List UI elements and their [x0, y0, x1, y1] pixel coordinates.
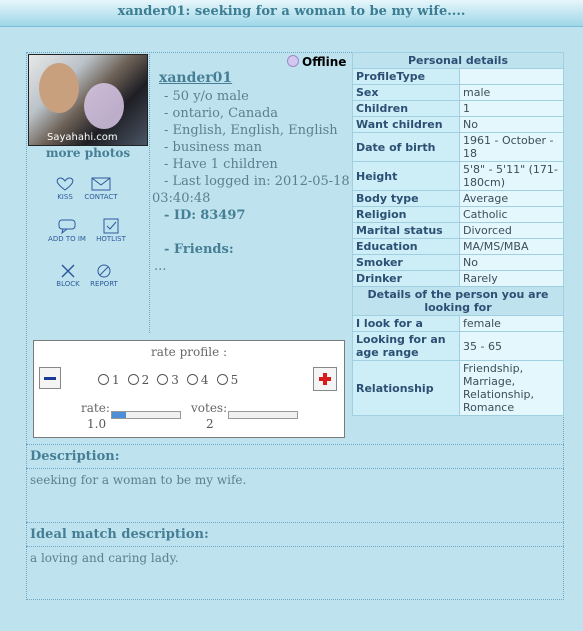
radio-icon[interactable] [98, 374, 109, 385]
table-row [353, 332, 564, 361]
details-header [353, 53, 564, 69]
more-photos-link[interactable]: more photos [45, 146, 131, 160]
ideal-match-text: a loving and caring lady. [30, 551, 179, 565]
radio-icon[interactable] [217, 374, 228, 385]
detail-key: Education [353, 239, 460, 255]
detail-key: Children [353, 101, 460, 117]
table-row [353, 239, 564, 255]
rate-option-label: 2 [141, 373, 150, 387]
id-value: 83497 [200, 208, 246, 223]
details-header [353, 287, 564, 316]
detail-key: Want children [353, 117, 460, 133]
radio-icon[interactable] [157, 374, 168, 385]
rate-label: rate: [81, 401, 110, 415]
contact-button[interactable] [71, 176, 131, 201]
table-row [353, 69, 564, 85]
friends-more[interactable]: ... [154, 259, 167, 274]
photo-watermark: Sayahahi.com [47, 132, 118, 143]
hotlist-label: HOTLIST [96, 235, 126, 243]
detail-value: Average [460, 191, 564, 207]
plus-icon-part [323, 373, 327, 385]
radio-icon[interactable] [187, 374, 198, 385]
rate-bar [111, 411, 181, 419]
report-label: REPORT [90, 280, 118, 288]
table-row [353, 162, 564, 191]
detail-key: ProfileType [353, 69, 460, 85]
detail-key: Looking for an age range [353, 332, 460, 361]
username-link[interactable]: xander01 [159, 70, 233, 86]
rate-option-2[interactable] [128, 373, 150, 387]
last-logged [152, 173, 352, 207]
detail-value: male [460, 85, 564, 101]
photo-face [84, 83, 124, 129]
rate-plus-button[interactable] [313, 367, 337, 391]
report-icon [93, 263, 115, 279]
ideal-match-title: Ideal match description: [26, 523, 564, 547]
table-row [353, 316, 564, 332]
detail-key: Sex [353, 85, 460, 101]
detail-value: 5'8" - 5'11" (171-180cm) [460, 162, 564, 191]
table-row [353, 207, 564, 223]
contact-label: CONTACT [84, 193, 118, 201]
photo-face [39, 63, 79, 113]
detail-key: Date of birth [353, 133, 460, 162]
rate-option-label: 4 [200, 373, 209, 387]
detail-value: female [460, 316, 564, 332]
detail-key: Height [353, 162, 460, 191]
age-gender: - 50 y/o male [164, 89, 249, 104]
detail-value: Rarely [460, 271, 564, 287]
detail-value: 1961 - October - 18 [460, 133, 564, 162]
add-to-im-label: ADD TO IM [48, 235, 86, 243]
detail-value: No [460, 255, 564, 271]
detail-value: MA/MS/MBA [460, 239, 564, 255]
votes-label: votes: [191, 401, 228, 415]
children-count: - Have 1 children [164, 157, 278, 172]
ideal-match-section [26, 522, 564, 600]
rate-profile-title: rate profile : [150, 345, 228, 359]
last-logged-date: - Last logged in: 2012-05-18 [164, 174, 350, 189]
minus-icon [44, 377, 56, 380]
rate-value: 1.0 [87, 417, 107, 431]
details-column [352, 52, 564, 416]
detail-key: Body type [353, 191, 460, 207]
last-logged-time: 03:40:48 [152, 191, 211, 206]
online-status [287, 55, 346, 69]
rate-options [98, 373, 246, 387]
table-row [353, 191, 564, 207]
profile-photo[interactable] [28, 54, 148, 146]
occupation: - business man [164, 140, 263, 155]
chat-icon [56, 218, 78, 234]
friends-label: - Friends: [164, 242, 234, 257]
votes-value: 2 [206, 417, 214, 431]
kiss-label: KISS [57, 193, 73, 201]
detail-value: Friendship, Marriage, Relationship, Romance [460, 361, 564, 416]
rate-minus-button[interactable] [39, 367, 61, 389]
friends [152, 241, 352, 258]
table-row [353, 117, 564, 133]
details-table [352, 52, 564, 416]
detail-value: No [460, 117, 564, 133]
table-row [353, 271, 564, 287]
detail-key: Drinker [353, 271, 460, 287]
details-header-text: Personal details [353, 53, 564, 69]
header-bar [0, 0, 583, 27]
id-label: - ID: [164, 208, 197, 223]
block-label: BLOCK [56, 280, 80, 288]
table-row [353, 133, 564, 162]
hotlist-button[interactable] [81, 218, 141, 243]
detail-value: 1 [460, 101, 564, 117]
table-row [353, 101, 564, 117]
detail-key: Smoker [353, 255, 460, 271]
status-dot-icon [287, 55, 299, 67]
languages: - English, English, English [164, 123, 338, 138]
detail-value [460, 69, 564, 85]
detail-key: Marital status [353, 223, 460, 239]
rate-option-5[interactable] [217, 373, 239, 387]
detail-value: Catholic [460, 207, 564, 223]
votes-bar [228, 411, 298, 419]
table-row [353, 223, 564, 239]
rate-bar-fill [112, 412, 126, 418]
detail-value: 35 - 65 [460, 332, 564, 361]
detail-value: Divorced [460, 223, 564, 239]
table-row [353, 255, 564, 271]
checkbox-icon [100, 218, 122, 234]
report-button[interactable] [74, 263, 134, 288]
rate-option-3[interactable] [157, 373, 179, 387]
rating-box [33, 340, 345, 438]
radio-icon[interactable] [128, 374, 139, 385]
description-text: seeking for a woman to be my wife. [30, 473, 247, 487]
status-text: Offline [302, 55, 347, 69]
page-title: xander01: seeking for a woman to be my wife.... [117, 4, 466, 19]
location: - ontario, Canada [164, 106, 279, 121]
table-row [353, 85, 564, 101]
description-section [26, 444, 564, 522]
rate-option-label: 1 [112, 373, 120, 387]
detail-key: Relationship [353, 361, 460, 416]
rate-option-label: 5 [230, 373, 239, 387]
rate-option-label: 3 [171, 373, 179, 387]
rate-option-4[interactable] [187, 373, 209, 387]
envelope-icon [90, 176, 112, 192]
table-row [353, 361, 564, 416]
detail-key: I look for a [353, 316, 460, 332]
detail-key: Religion [353, 207, 460, 223]
description-title: Description: [26, 445, 564, 469]
rate-option-1[interactable] [98, 373, 120, 387]
details-header-text: Details of the person you are looking for [353, 287, 564, 316]
profile-id [152, 207, 352, 224]
profile-summary [152, 88, 352, 275]
